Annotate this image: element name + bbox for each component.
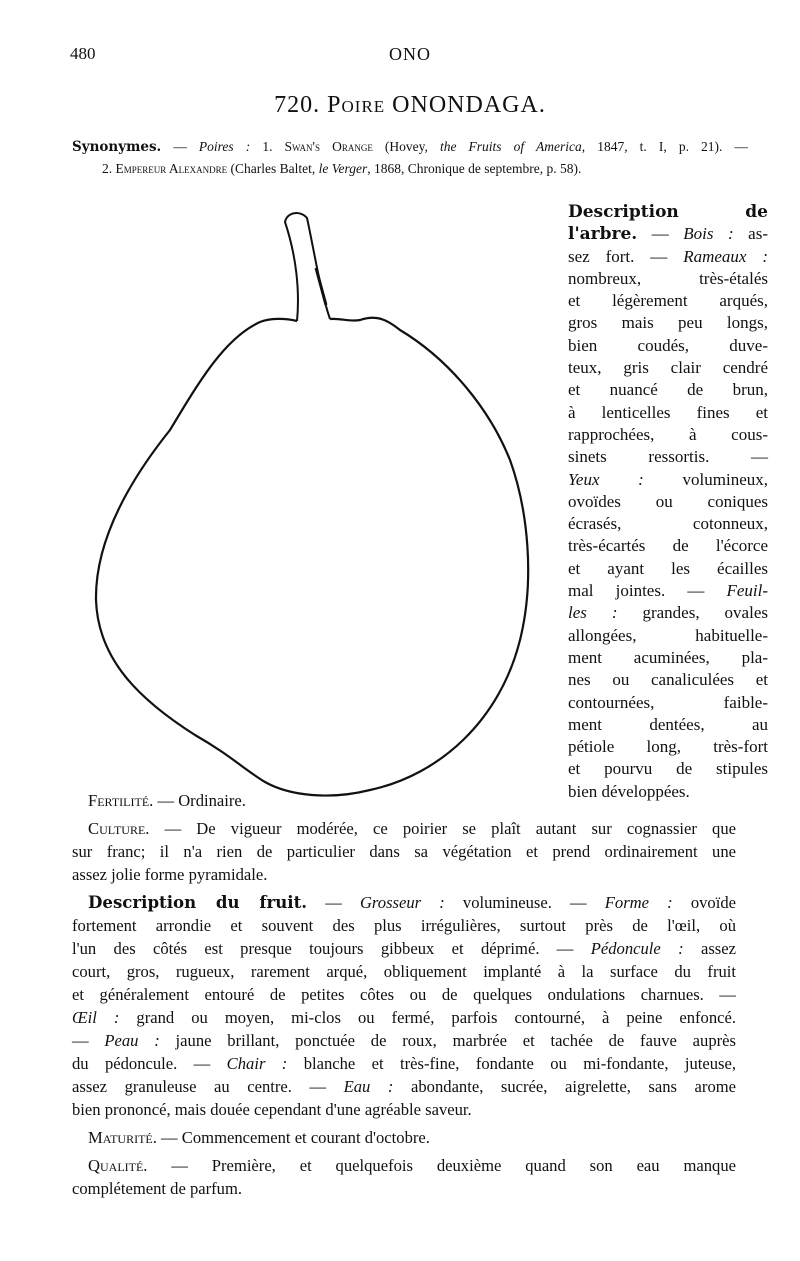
text-run: (Hovey,	[372, 139, 440, 154]
text-line	[568, 692, 768, 714]
text-run: ment acuminées, pla-	[568, 647, 768, 667]
text-line	[568, 602, 768, 624]
text-run: —	[637, 224, 684, 244]
text-run: — Commencement et courant d'octobre.	[156, 1128, 430, 1147]
italic-term: Œil :	[72, 1008, 120, 1027]
text-run: —	[307, 893, 360, 912]
italic-term: Peau :	[104, 1031, 160, 1050]
text-run: pétiole long, très-fort	[568, 737, 768, 757]
text-line	[568, 312, 768, 334]
text-line	[72, 863, 736, 886]
text-run: très-écartés de l'écorce	[568, 536, 768, 556]
text-line	[568, 424, 768, 446]
text-run: assez	[683, 939, 736, 958]
text-run: —	[161, 139, 199, 154]
text-run: sinets ressortis. —	[568, 447, 768, 467]
page-title: 720. Poire ONONDAGA.	[274, 92, 546, 118]
text-run: assez granuleuse au centre. —	[72, 1077, 344, 1096]
text-run: ment dentées, au	[568, 714, 768, 734]
small-caps-term: Qualité.	[88, 1156, 148, 1175]
text-line	[72, 1052, 736, 1075]
text-run: sez fort. —	[568, 246, 684, 266]
bold-heading: Synonymes.	[72, 139, 162, 155]
text-line	[568, 535, 768, 557]
italic-term: les :	[568, 603, 618, 623]
text-run: — Ordinaire.	[153, 791, 246, 810]
text-line	[568, 379, 768, 401]
text-line	[568, 758, 768, 780]
pear-stem-mark	[316, 268, 326, 305]
text-line	[568, 469, 768, 491]
pear-outline	[96, 318, 528, 796]
text-line	[72, 1177, 736, 1200]
text-line	[568, 714, 768, 736]
italic-term: Eau :	[343, 1077, 394, 1096]
text-run: as-	[733, 224, 768, 244]
text-line	[568, 290, 768, 312]
italic-term: the Fruits of America,	[439, 139, 586, 154]
text-run: l'un des côtés est presque toujours gibbeux et déprimé. —	[72, 939, 591, 958]
text-line	[568, 736, 768, 758]
small-caps-term: Empereur Alexandre	[115, 161, 228, 176]
small-caps-term: Culture.	[88, 819, 150, 838]
text-run: teux, gris clair cendré	[568, 358, 768, 378]
text-line	[72, 937, 736, 960]
text-run: contournées, faible-	[568, 692, 768, 712]
text-run: (Charles Baltet,	[227, 161, 319, 176]
italic-term: Feuil-	[726, 581, 768, 601]
text-run: grand ou moyen, mi-clos ou fermé, parfois contourné, à peine enfoncé.	[119, 1008, 736, 1027]
italic-term: Pédoncule :	[590, 939, 684, 958]
text-run: du pédoncule. —	[72, 1054, 227, 1073]
text-line	[72, 891, 736, 914]
running-head: ONO	[389, 44, 431, 64]
text-line	[568, 201, 768, 223]
text-run: volumineux,	[643, 469, 768, 489]
text-run: abondante, sucrée, aigrelette, sans arome	[393, 1077, 737, 1096]
text-line	[72, 840, 736, 863]
italic-term: Forme :	[604, 893, 673, 912]
italic-term: le Verger	[318, 161, 368, 176]
text-run: , 1868, Chronique de septembre, p. 58).	[367, 161, 582, 176]
text-run: volumineuse. —	[444, 893, 605, 912]
text-line	[568, 669, 768, 691]
text-run: écrasés, cotonneux,	[568, 514, 768, 534]
text-line	[72, 1098, 736, 1121]
bold-heading: Description du fruit.	[88, 892, 308, 912]
text-run: allongées, habituelle-	[568, 625, 768, 645]
italic-term: Yeux :	[568, 469, 644, 489]
text-line	[568, 268, 768, 290]
small-caps-term: Fertilité.	[88, 791, 154, 810]
text-run: et nuancé de brun,	[568, 380, 768, 400]
text-line	[72, 1126, 736, 1149]
italic-term: Grosseur :	[359, 893, 445, 912]
text-run: —	[72, 1031, 105, 1050]
text-line	[72, 960, 736, 983]
page-number: 480	[70, 44, 96, 63]
text-line	[568, 513, 768, 535]
text-run: 1847, t. I, p. 21). —	[585, 139, 748, 154]
italic-term: Chair :	[226, 1054, 288, 1073]
text-run: — De vigueur modérée, ce poirier se plaît autant sur cognassier que	[149, 819, 736, 838]
text-run: ovoïde	[672, 893, 736, 912]
bold-heading: l'arbre.	[568, 224, 638, 245]
text-line	[568, 335, 768, 357]
text-line	[72, 1075, 736, 1098]
text-run: sur franc; il n'a rien de particulier dans sa végétation et prend ordinairement une	[72, 842, 736, 861]
text-line	[568, 580, 768, 602]
text-run: gros mais peu longs,	[568, 313, 768, 333]
italic-term: Poires :	[198, 139, 251, 154]
text-line	[72, 789, 736, 812]
text-line	[568, 625, 768, 647]
text-run: ovoïdes ou coniques	[568, 491, 768, 511]
small-caps-term: Swan's Orange	[284, 139, 373, 154]
text-run: mal jointes. —	[568, 581, 727, 601]
text-run: assez jolie forme pyramidale.	[72, 865, 268, 884]
text-run: bien prononcé, mais douée cependant d'une agréable saveur.	[72, 1100, 472, 1119]
text-line	[568, 246, 768, 268]
tree-description	[568, 201, 768, 803]
text-run: complétement de parfum.	[72, 1179, 243, 1198]
bold-heading: Description de	[568, 202, 768, 222]
pear-stem	[285, 213, 330, 321]
text-line	[72, 1029, 736, 1052]
text-run: nombreux, très-étalés	[568, 268, 768, 288]
text-run: — Première, et quelquefois deuxième quand son eau manque	[147, 1156, 736, 1175]
text-run: bien développées.	[568, 781, 690, 801]
text-run: 1.	[250, 139, 285, 154]
text-run: et ayant les écailles	[568, 558, 768, 578]
text-line	[72, 1154, 736, 1177]
text-run: grandes, ovales	[617, 603, 768, 623]
text-run: rapprochées, à cous-	[568, 424, 768, 444]
text-line	[72, 914, 736, 937]
text-line	[72, 1006, 736, 1029]
text-run: court, gros, rugueux, rarement arqué, obliquement implanté à la surface du fruit	[72, 962, 736, 981]
text-run: blanche et très-fine, fondante ou mi-fondante, juteuse,	[287, 1054, 736, 1073]
text-run: 2.	[102, 161, 116, 176]
text-line	[72, 983, 736, 1006]
small-caps-term: Maturité.	[88, 1128, 157, 1147]
text-line	[568, 491, 768, 513]
text-line	[72, 817, 736, 840]
body-text	[72, 789, 736, 1200]
text-run: nes ou canaliculées et	[568, 670, 768, 690]
text-run: fortement arrondie et souvent des plus irrégulières, surtout près de l'œil, où	[72, 916, 736, 935]
text-line	[568, 647, 768, 669]
text-run: jaune brillant, ponctuée de roux, marbrée et tachée de fauve auprès	[159, 1031, 736, 1050]
text-run: et généralement entouré de petites côtes ou de quelques ondulations charnues. —	[72, 985, 736, 1004]
text-line	[568, 558, 768, 580]
text-run: et légèrement arqués,	[568, 291, 768, 311]
text-run: à lenticelles fines et	[568, 402, 768, 422]
text-run: et pourvu de stipules	[568, 759, 768, 779]
text-run: bien coudés, duve-	[568, 335, 768, 355]
text-line	[568, 446, 768, 468]
text-line	[568, 402, 768, 424]
italic-term: Bois :	[683, 224, 734, 244]
text-line	[568, 223, 768, 245]
italic-term: Rameaux :	[683, 246, 768, 266]
text-line	[568, 357, 768, 379]
